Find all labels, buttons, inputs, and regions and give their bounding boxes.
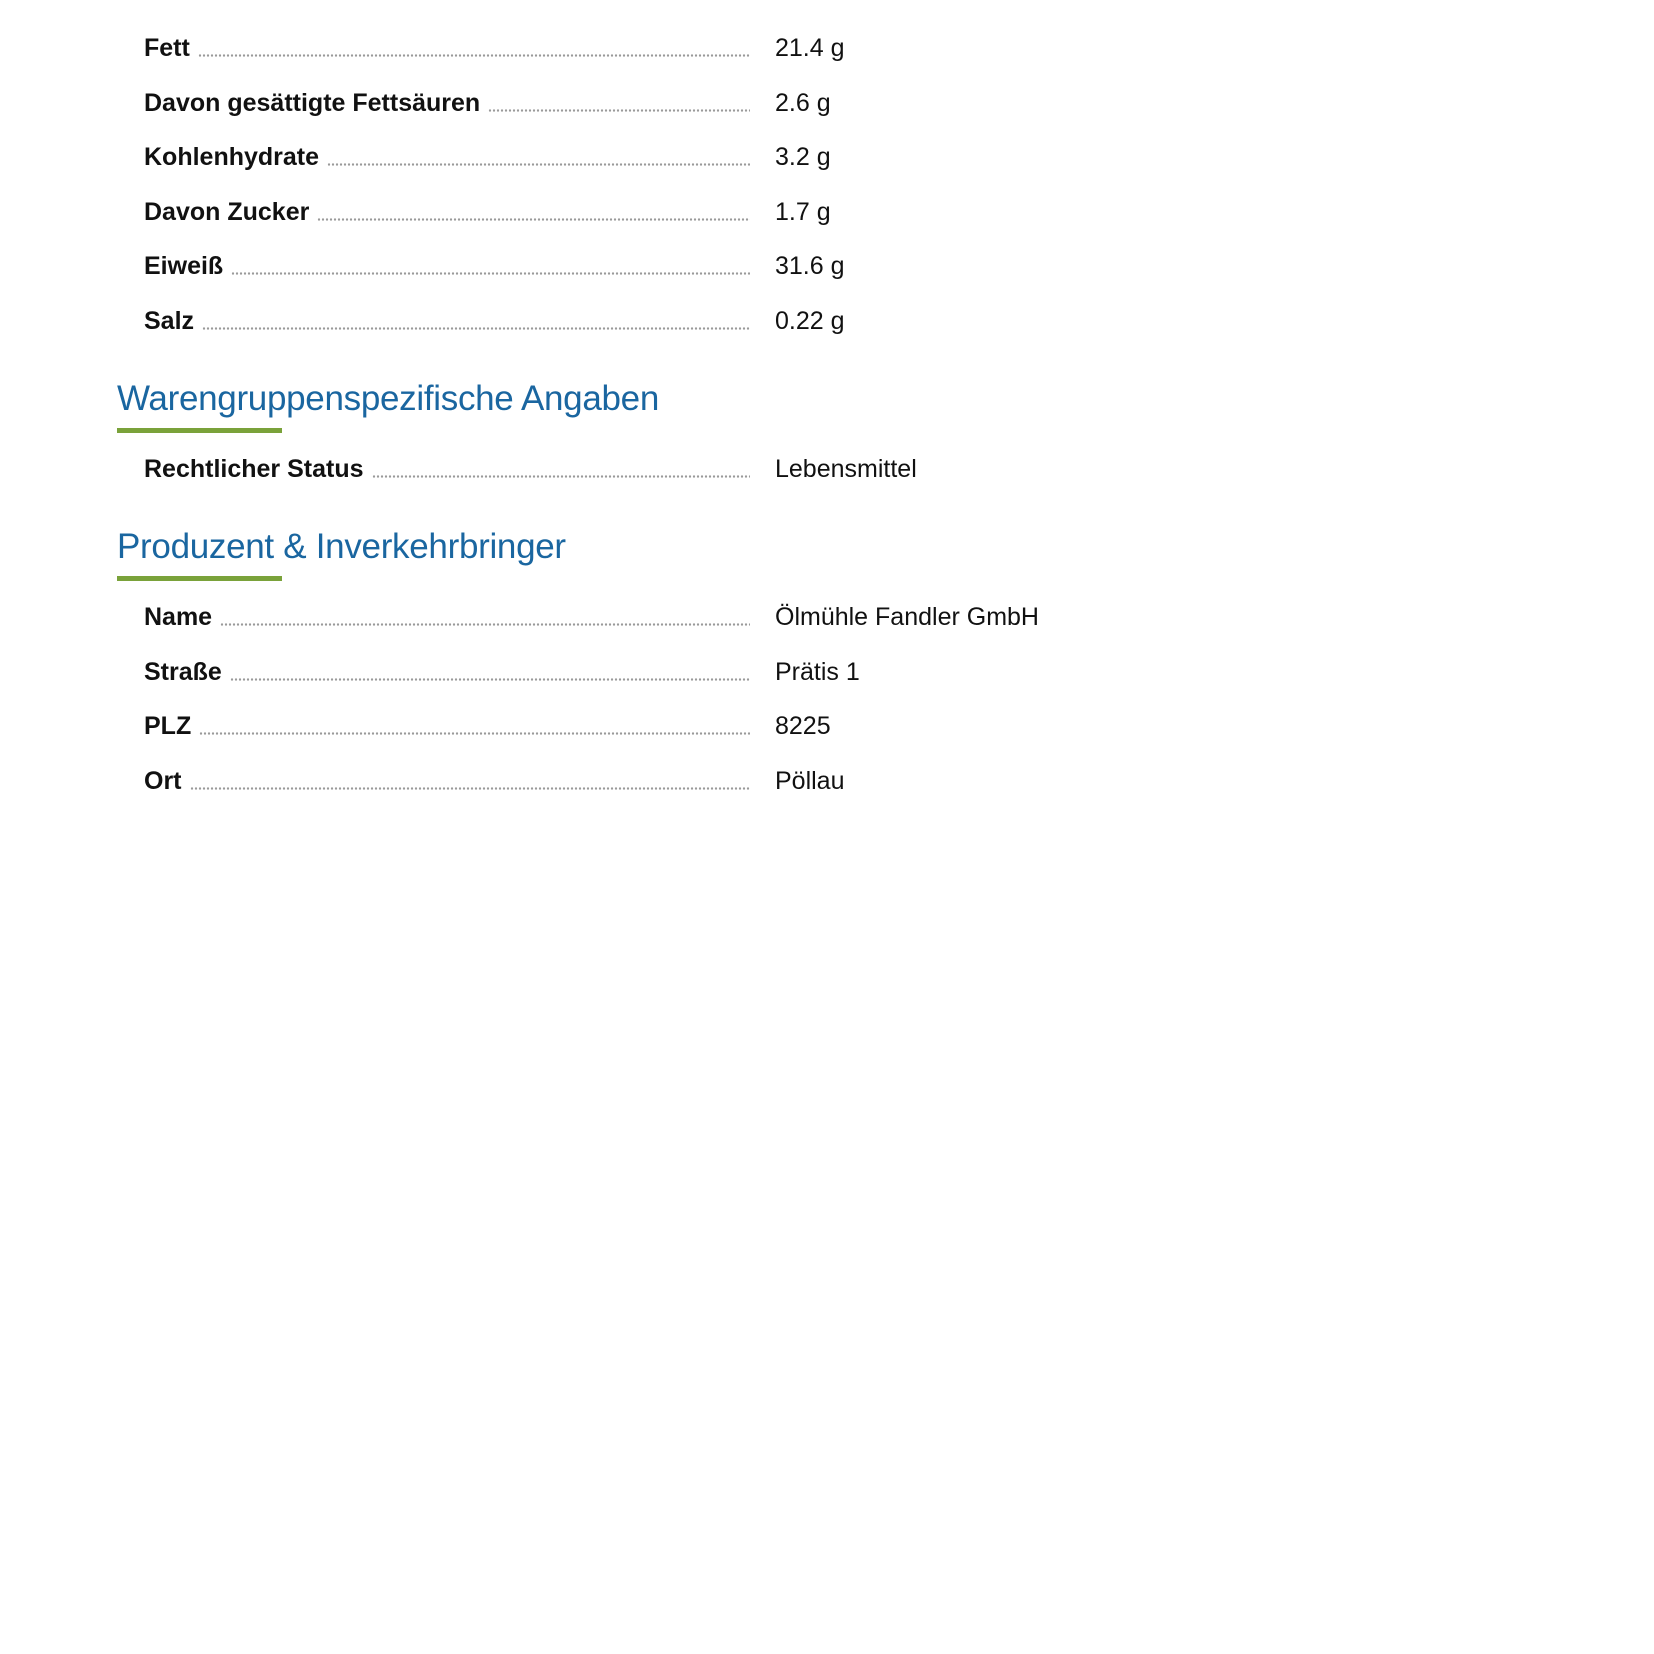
nutrition-row-saturated-fat <box>0 78 1654 133</box>
producer-row-city <box>0 756 1654 811</box>
row-label: Fett <box>144 34 190 62</box>
dot-leader <box>372 475 750 478</box>
row-value: Lebensmittel <box>775 455 917 483</box>
dot-leader <box>220 623 750 626</box>
nutrition-row-salt <box>0 296 1654 351</box>
nutrition-section <box>0 23 1654 350</box>
product-group-row-legal-status <box>0 444 1654 499</box>
row-label: Davon Zucker <box>144 197 310 226</box>
row-value: 3.2 g <box>775 143 831 171</box>
row-value: Pöllau <box>775 766 845 795</box>
row-value: 8225 <box>775 712 831 740</box>
row-value: 0.22 g <box>775 306 845 335</box>
row-value: Prätis 1 <box>775 657 860 686</box>
producer-section <box>0 592 1654 810</box>
dot-leader <box>230 678 750 681</box>
row-label: Straße <box>144 657 222 686</box>
nutrition-row-fett <box>0 23 1654 78</box>
row-label: Kohlenhydrate <box>144 143 320 171</box>
row-label: Rechtlicher Status <box>144 455 364 483</box>
section-heading-product-group: Warengruppenspezifische Angaben <box>117 379 660 418</box>
product-group-section <box>0 444 1654 499</box>
section-heading-producer: Produzent & Inverkehrbringer <box>117 527 566 566</box>
row-label: Eiweiß <box>144 252 224 280</box>
dot-leader <box>199 732 750 735</box>
heading-accent-bar <box>117 576 282 581</box>
row-value: 1.7 g <box>775 197 831 226</box>
row-value: 31.6 g <box>775 252 845 280</box>
dot-leader <box>317 218 750 221</box>
heading-accent-bar <box>117 428 282 433</box>
row-label: Ort <box>144 766 182 795</box>
dot-leader <box>231 272 750 275</box>
dot-leader <box>488 109 750 112</box>
row-label: Name <box>144 603 213 631</box>
nutrition-row-carbohydrates <box>0 132 1654 187</box>
row-label: Davon gesättigte Fettsäuren <box>144 88 481 117</box>
dot-leader <box>327 163 750 166</box>
row-value: Ölmühle Fandler GmbH <box>775 603 1039 631</box>
row-value: 21.4 g <box>775 34 845 62</box>
producer-row-postcode <box>0 701 1654 756</box>
producer-row-name <box>0 592 1654 647</box>
dot-leader <box>198 54 750 57</box>
dot-leader <box>202 327 750 330</box>
dot-leader <box>190 787 751 790</box>
nutrition-row-sugar <box>0 187 1654 242</box>
row-value: 2.6 g <box>775 88 831 117</box>
row-label: Salz <box>144 306 195 335</box>
row-label: PLZ <box>144 712 192 740</box>
nutrition-row-protein <box>0 241 1654 296</box>
producer-row-street <box>0 647 1654 702</box>
